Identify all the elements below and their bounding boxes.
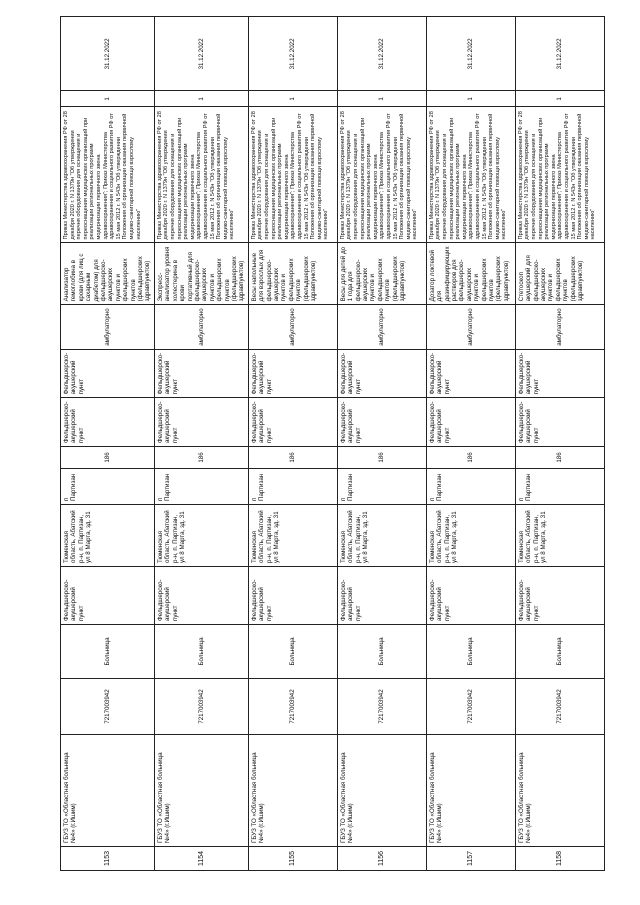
organization-cell: ГБУЗ ТО «Областная больница №4» (г.Ишим) — [154, 735, 248, 847]
organization-cell: ГБУЗ ТО «Областная больница №4» (г.Ишим) — [426, 735, 515, 847]
population-cell: 186 — [515, 447, 604, 469]
organization-cell: ГБУЗ ТО «Областная больница №4» (г.Ишим) — [515, 735, 604, 847]
row-number-cell: 1157 — [426, 847, 515, 871]
regulation-cell: Приказ Министерства здравоохранения РФ от 28 декабря 2020 г. N 1379н "Об утверждении перечня оборудования для оснащения и переоснащения медицинских организаций при реализации региональных программ модернизации первичного звена здравоохранения"; Приказ Министерства здравоохранения и социального развития РФ от 15 мая 2012 г. N 543н "Об утверждении Положения об организации оказания первичной медико-санитарной помощи взрослому населению" — [154, 107, 248, 243]
population-cell: 186 — [61, 447, 155, 469]
unit-name-cell: Фельдшерско-акушерский пункт — [61, 349, 155, 398]
settlement-cell: п Партизан — [515, 469, 604, 505]
inn-cell: 7217003942 — [337, 679, 426, 735]
population-cell: 186 — [426, 447, 515, 469]
inn-cell: 7217003942 — [61, 679, 155, 735]
address-cell: Тюменская область, Абатский р-н, п. Партизан, ул 8 Марта, зд. 31 — [61, 505, 155, 567]
regulation-cell: Приказ Министерства здравоохранения РФ от 28 декабря 2020 г. N 1379н "Об утверждении перечня оборудования для оснащения и переоснащения медицинских организаций при реализации региональных программ модернизации первичного звена здравоохранения"; Приказ Министерства здравоохранения и социального развития РФ от 15 мая 2012 г. N 543н "Об утверждении Положения об организации оказания первичной медико-санитарной помощи взрослому населению" — [337, 107, 426, 243]
table-row — [337, 17, 426, 871]
quantity-cell: 1 — [248, 91, 337, 107]
address-cell: Тюменская область, Абатский р-н, п. Партизан, ул 8 Марта, зд. 31 — [337, 505, 426, 567]
unit-name-cell: Фельдшерско-акушерский пункт — [154, 349, 248, 398]
equipment-cell: Весы напольные для взрослых для фельдшерско-акушерских пунктов и фельдшерских пунктов (фельдшерских здравпунктов) — [248, 243, 337, 305]
regulation-cell: Приказ Министерства здравоохранения РФ от 28 декабря 2020 г. N 1379н "Об утверждении перечня оборудования для оснащения и переоснащения медицинских организаций при реализации региональных программ модернизации первичного звена здравоохранения"; Приказ Министерства здравоохранения и социального развития РФ от 15 мая 2012 г. N 543н "Об утверждении Положения об организации оказания первичной медико-санитарной помощи взрослому населению" — [61, 107, 155, 243]
population-cell: 186 — [154, 447, 248, 469]
quantity-cell: 1 — [426, 91, 515, 107]
org-type-cell: Больница — [337, 625, 426, 679]
equipment-table — [60, 16, 605, 871]
address-cell: Тюменская область, Абатский р-н, п. Партизан, ул 8 Марта, зд. 31 — [248, 505, 337, 567]
inn-cell: 7217003942 — [248, 679, 337, 735]
service-type-cell: амбулаторно — [248, 305, 337, 349]
date-cell: 31.12.2022 — [515, 17, 604, 91]
row-number-cell: 1156 — [337, 847, 426, 871]
inn-cell: 7217003942 — [426, 679, 515, 735]
table-row — [426, 17, 515, 871]
date-cell: 31.12.2022 — [248, 17, 337, 91]
settlement-cell: п Партизан — [337, 469, 426, 505]
quantity-cell: 1 — [61, 91, 155, 107]
service-type-cell: амбулаторно — [337, 305, 426, 349]
service-type-cell: амбулаторно — [154, 305, 248, 349]
row-number-cell: 1158 — [515, 847, 604, 871]
quantity-cell: 1 — [337, 91, 426, 107]
org-type-cell: Больница — [154, 625, 248, 679]
unit-name-cell: Фельдшерско-акушерский пункт — [515, 349, 604, 398]
org-type-cell: Больница — [61, 625, 155, 679]
unit-type-cell: Фельдшерско-акушерский пункт — [337, 398, 426, 447]
unit-name-cell: Фельдшерско-акушерский пункт — [337, 349, 426, 398]
regulation-cell: Приказ Министерства здравоохранения РФ от 28 декабря 2020 г. N 1379н "Об утверждении перечня оборудования для оснащения и переоснащения медицинских организаций при реализации региональных программ модернизации первичного звена здравоохранения"; Приказ Министерства здравоохранения и социального развития РФ от 15 мая 2012 г. N 543н "Об утверждении Положения об организации оказания первичной медико-санитарной помощи взрослому населению" — [515, 107, 604, 243]
org-type-cell: Больница — [515, 625, 604, 679]
row-number-cell: 1154 — [154, 847, 248, 871]
settlement-cell: п Партизан — [248, 469, 337, 505]
service-type-cell: амбулаторно — [515, 305, 604, 349]
unit-name-cell: Фельдшерско-акушерский пункт — [426, 349, 515, 398]
subdivision-cell: Фельдшерско-акушерский пункт — [248, 567, 337, 625]
date-cell: 31.12.2022 — [426, 17, 515, 91]
table-row — [515, 17, 604, 871]
address-cell: Тюменская область, Абатский р-н, п. Партизан, ул 8 Марта, зд. 31 — [515, 505, 604, 567]
table-body — [61, 17, 605, 871]
settlement-cell: п Партизан — [154, 469, 248, 505]
unit-name-cell: Фельдшерско-акушерский пункт — [248, 349, 337, 398]
regulation-cell: Приказ Министерства здравоохранения РФ от 28 декабря 2020 г. N 1379н "Об утверждении перечня оборудования для оснащения и переоснащения медицинских организаций при реализации региональных программ модернизации первичного звена здравоохранения"; Приказ Министерства здравоохранения и социального развития РФ от 15 мая 2012 г. N 543н "Об утверждении Положения об организации оказания первичной медико-санитарной помощи взрослому населению" — [248, 107, 337, 243]
unit-type-cell: Фельдшерско-акушерский пункт — [154, 398, 248, 447]
unit-type-cell: Фельдшерско-акушерский пункт — [61, 398, 155, 447]
organization-cell: ГБУЗ ТО «Областная больница №4» (г.Ишим) — [337, 735, 426, 847]
equipment-cell: Весы для детей до 1 года для фельдшерско-акушерских пунктов и фельдшерских пунктов (фельдшерских здравпунктов) — [337, 243, 426, 305]
service-type-cell: амбулаторно — [61, 305, 155, 349]
settlement-cell: п Партизан — [426, 469, 515, 505]
regulation-cell: Приказ Министерства здравоохранения РФ от 28 декабря 2020 г. N 1379н "Об утверждении перечня оборудования для оснащения и переоснащения медицинских организаций при реализации региональных программ модернизации первичного звена здравоохранения"; Приказ Министерства здравоохранения и социального развития РФ от 15 мая 2012 г. N 543н "Об утверждении Положения об организации оказания первичной медико-санитарной помощи взрослому населению" — [426, 107, 515, 243]
row-number-cell: 1155 — [248, 847, 337, 871]
equipment-cell: Экспресс-анализатор уровня холестерина в крови портативный для фельдшерско-акушерских пунктов и фельдшерских пунктов (фельдшерских здравпунктов) — [154, 243, 248, 305]
address-cell: Тюменская область, Абатский р-н, п. Партизан, ул 8 Марта, зд. 31 — [154, 505, 248, 567]
unit-type-cell: Фельдшерско-акушерский пункт — [515, 398, 604, 447]
organization-cell: ГБУЗ ТО «Областная больница №4» (г.Ишим) — [248, 735, 337, 847]
population-cell: 186 — [248, 447, 337, 469]
quantity-cell: 1 — [515, 91, 604, 107]
unit-type-cell: Фельдшерско-акушерский пункт — [426, 398, 515, 447]
subdivision-cell: Фельдшерско-акушерский пункт — [154, 567, 248, 625]
date-cell: 31.12.2022 — [154, 17, 248, 91]
inn-cell: 7217003942 — [154, 679, 248, 735]
date-cell: 31.12.2022 — [61, 17, 155, 91]
table-row — [61, 17, 155, 871]
organization-cell: ГБУЗ ТО «Областная больница №4» (г.Ишим) — [61, 735, 155, 847]
subdivision-cell: Фельдшерско-акушерский пункт — [61, 567, 155, 625]
unit-type-cell: Фельдшерско-акушерский пункт — [248, 398, 337, 447]
equipment-cell: Стетоскоп акушерский для фельдшерско-акушерских пунктов и фельдшерских пунктов (фельдшерских здравпунктов) — [515, 243, 604, 305]
inn-cell: 7217003942 — [515, 679, 604, 735]
equipment-cell: Дозатор локтевой для дезинфицирующих растворов для фельдшерско-акушерских пунктов и фельдшерских пунктов (фельдшерских здравпунктов) — [426, 243, 515, 305]
table-row — [154, 17, 248, 871]
table-row — [248, 17, 337, 871]
row-number-cell: 1153 — [61, 847, 155, 871]
address-cell: Тюменская область, Абатский р-н, п. Партизан, ул 8 Марта, зд. 31 — [426, 505, 515, 567]
equipment-cell: Анализатор гемоглобина в крови (для лиц с сахарным диабетом) для фельдшерско-акушерских пунктов и фельдшерских пунктов (фельдшерских здравпунктов) — [61, 243, 155, 305]
org-type-cell: Больница — [248, 625, 337, 679]
population-cell: 186 — [337, 447, 426, 469]
subdivision-cell: Фельдшерско-акушерский пункт — [426, 567, 515, 625]
date-cell: 31.12.2022 — [337, 17, 426, 91]
quantity-cell: 1 — [154, 91, 248, 107]
service-type-cell: амбулаторно — [426, 305, 515, 349]
org-type-cell: Больница — [426, 625, 515, 679]
subdivision-cell: Фельдшерско-акушерский пункт — [515, 567, 604, 625]
settlement-cell: п Партизан — [61, 469, 155, 505]
subdivision-cell: Фельдшерско-акушерский пункт — [337, 567, 426, 625]
